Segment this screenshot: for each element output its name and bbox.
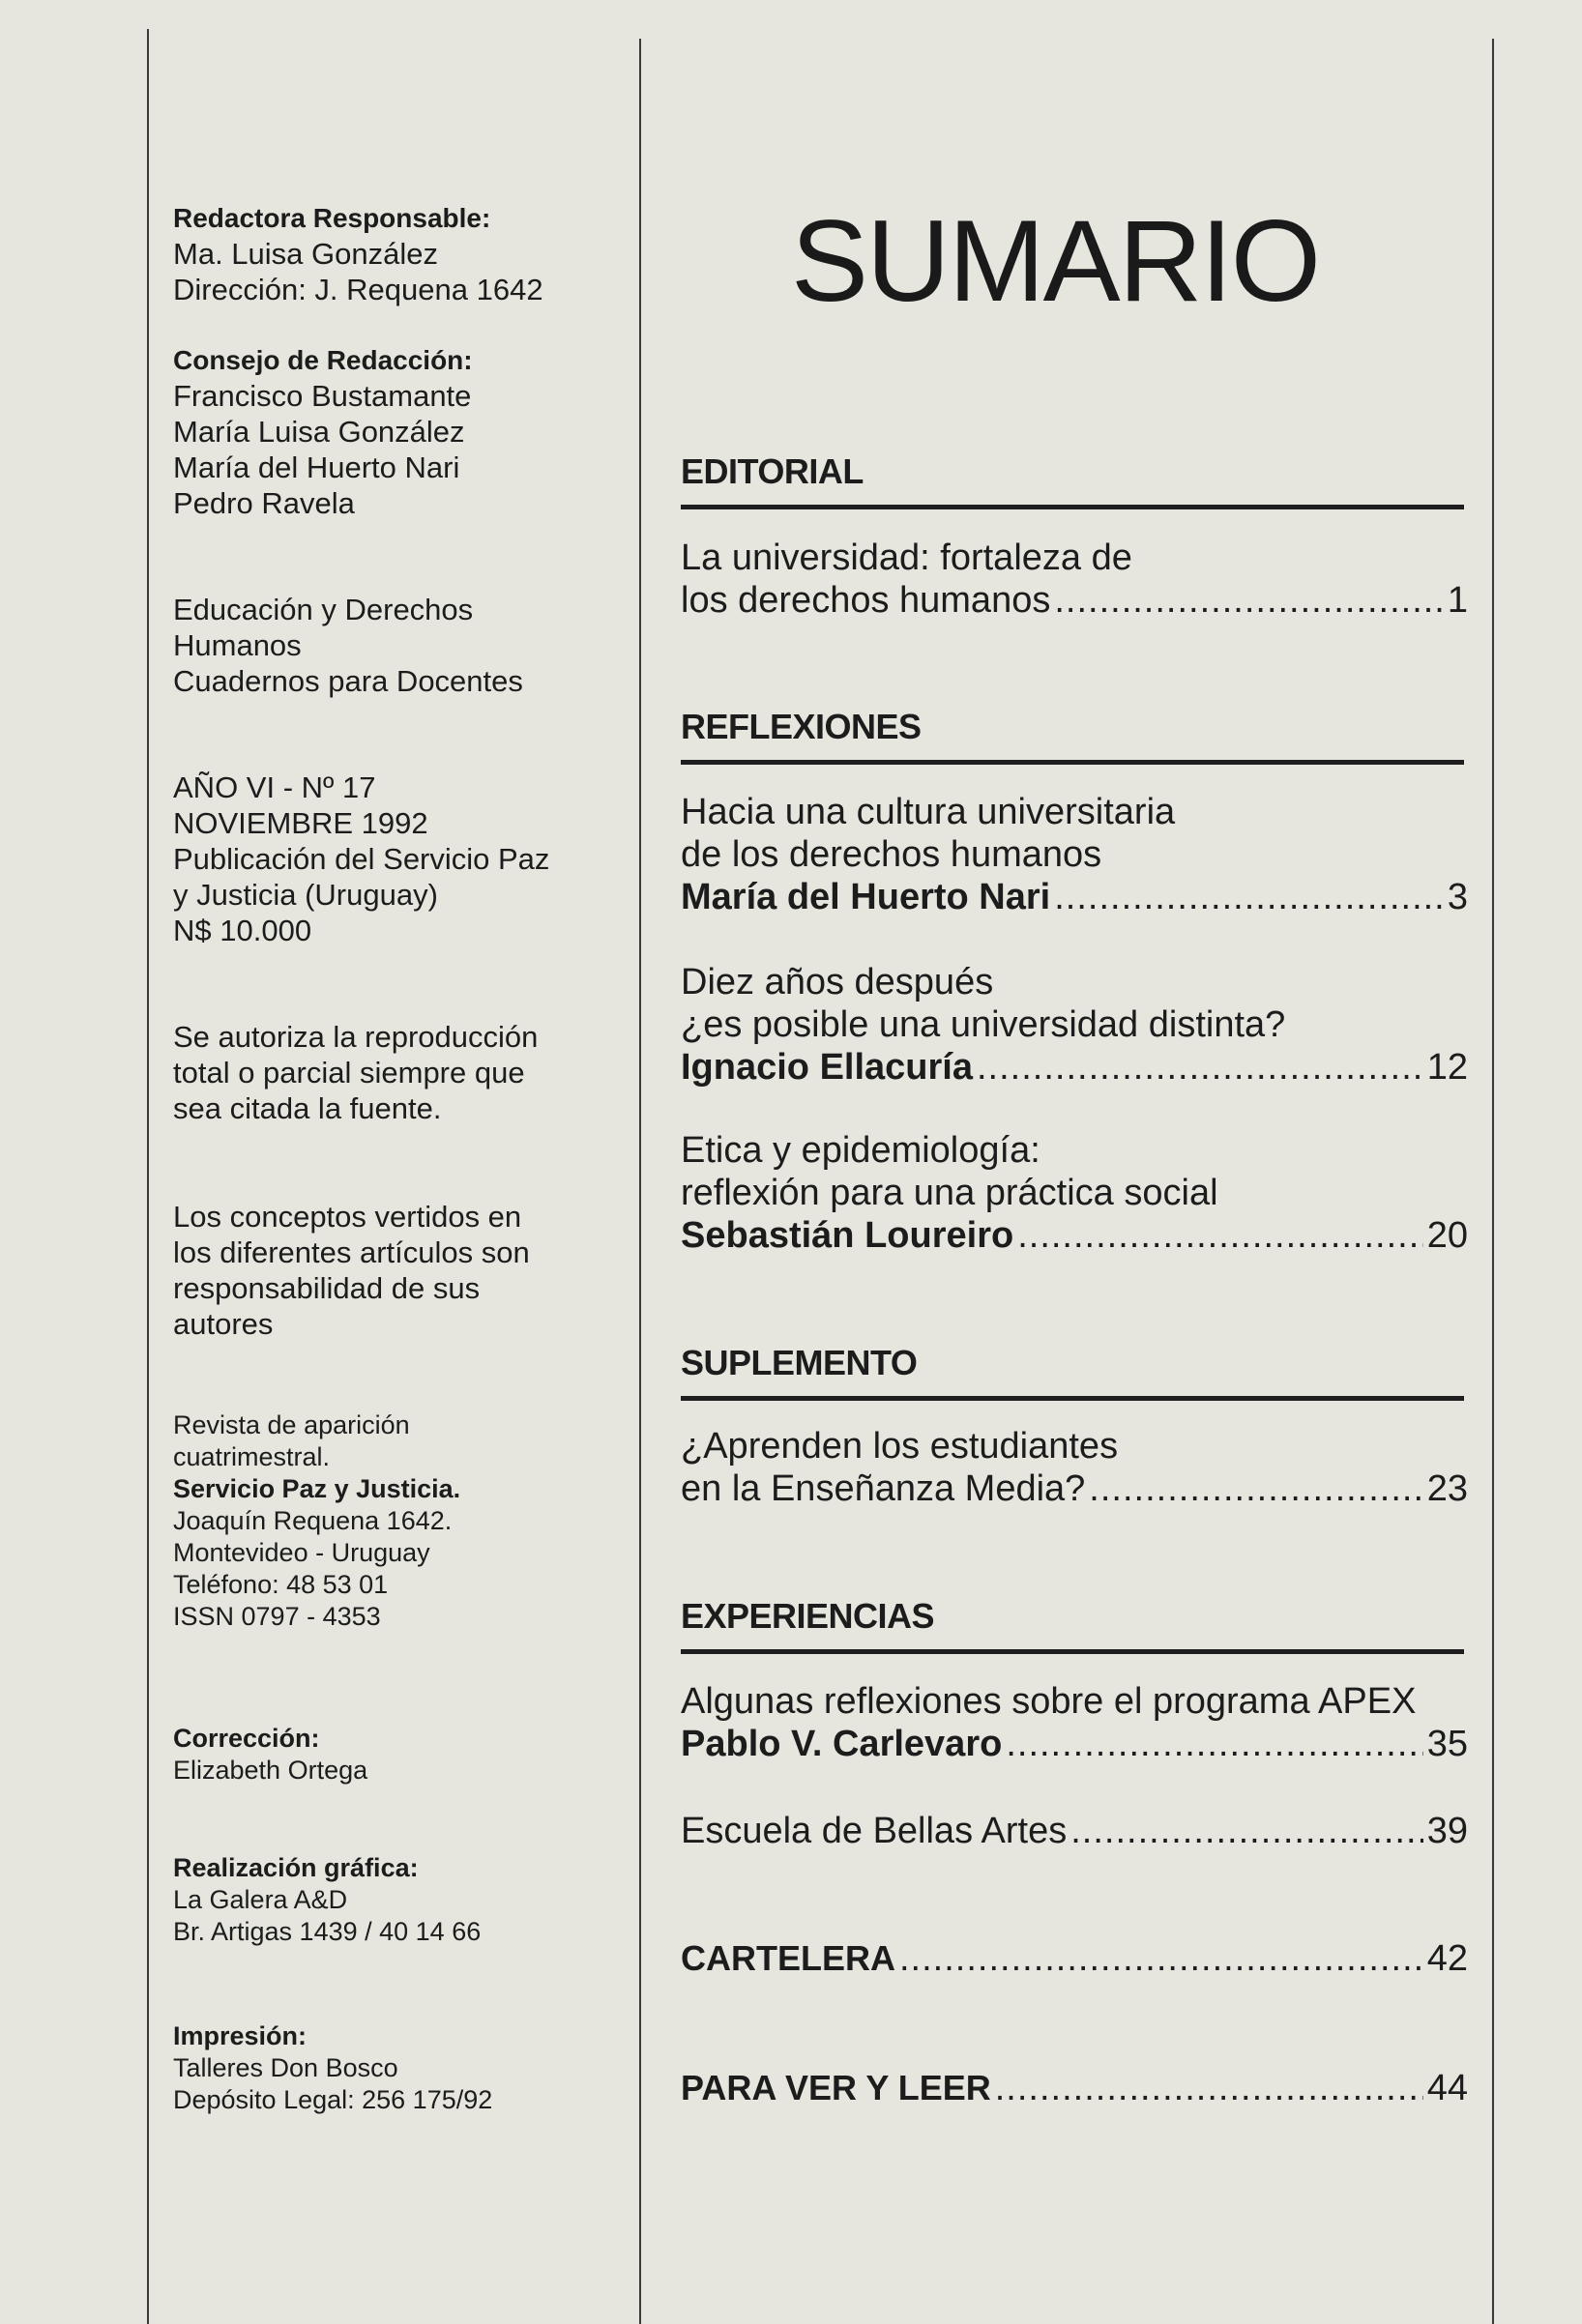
revista-info (173, 1409, 599, 1633)
section-heading: PARA VER Y LEER (681, 2068, 991, 2107)
section-rule (681, 760, 1464, 765)
concepts-line: autores (173, 1307, 274, 1341)
impresion-label: Impresión: (173, 2021, 308, 2050)
correccion-label: Corrección: (173, 1724, 320, 1753)
repro-line: Se autoriza la reproducción (173, 1020, 539, 1054)
section-editorial (681, 450, 1464, 509)
section-heading: EDITORIAL (681, 451, 864, 491)
page-title: SUMARIO (791, 196, 1320, 326)
dot-leader (1070, 1810, 1422, 1852)
page-number: 35 (1426, 1724, 1468, 1764)
pub-title-line: Humanos (173, 628, 302, 662)
revista-line: Revista de aparición (173, 1410, 410, 1439)
entry-author: María del Huerto Nari (681, 877, 1051, 917)
entry-title-line: Hacia una cultura universitaria (681, 792, 1176, 832)
redactora-label: Redactora Responsable: (173, 203, 491, 233)
concepts-notice (173, 1199, 599, 1342)
grafica-address: Br. Artigas 1439 / 40 14 66 (173, 1917, 482, 1946)
toc-entry-suplemento[interactable] (681, 1425, 1468, 1510)
toc-entry-reflexiones-3[interactable] (681, 1129, 1468, 1257)
consejo-member: María Luisa González (173, 415, 465, 449)
dot-leader (899, 1937, 1423, 1980)
consejo-member: María del Huerto Nari (173, 450, 460, 484)
column-divider-line (639, 39, 641, 2324)
toc-entry-cartelera[interactable] (681, 1937, 1468, 1980)
concepts-line: los diferentes artículos son (173, 1235, 530, 1269)
direccion: Dirección: J. Requena 1642 (173, 273, 543, 306)
right-border-line (1492, 39, 1494, 2324)
impresion-deposito: Depósito Legal: 256 175/92 (173, 2085, 493, 2114)
pub-title-line: Educación y Derechos (173, 593, 474, 626)
entry-title-line: ¿es posible una universidad distinta? (681, 1004, 1286, 1045)
entry-title-line: La universidad: fortaleza de (681, 537, 1132, 578)
toc-entry-experiencias-2[interactable] (681, 1810, 1468, 1852)
entry-title-line: de los derechos humanos (681, 834, 1102, 875)
concepts-line: responsabilidad de sus (173, 1271, 481, 1305)
reproduction-notice (173, 1019, 599, 1126)
page-number: 44 (1426, 2068, 1468, 2108)
repro-line: sea citada la fuente. (173, 1091, 442, 1125)
revista-issn: ISSN 0797 - 4353 (173, 1602, 381, 1631)
left-border-line (147, 29, 149, 2324)
consejo-label: Consejo de Redacción: (173, 345, 473, 375)
redactora-name: Ma. Luisa González (173, 237, 438, 271)
page-number: 12 (1426, 1047, 1468, 1088)
entry-title-line: Etica y epidemiología: (681, 1130, 1040, 1171)
entry-author: Sebastián Loureiro (681, 1215, 1014, 1256)
consejo-member: Francisco Bustamante (173, 379, 472, 413)
page-number: 42 (1426, 1938, 1468, 1979)
consejo-member: Pedro Ravela (173, 486, 355, 520)
toc-entry-experiencias-1[interactable] (681, 1680, 1468, 1765)
grafica-label: Realización gráfica: (173, 1853, 419, 1882)
page-number: 20 (1426, 1215, 1468, 1256)
issue-info (173, 770, 599, 948)
issue-number: AÑO VI - Nº 17 (173, 770, 376, 804)
correccion-name: Elizabeth Ortega (173, 1756, 368, 1785)
section-rule (681, 505, 1464, 509)
toc-entry-reflexiones-2[interactable] (681, 961, 1468, 1089)
revista-address: Joaquín Requena 1642. (173, 1506, 453, 1535)
grafica-name: La Galera A&D (173, 1885, 348, 1914)
toc-entry-para-ver-y-leer[interactable] (681, 2067, 1468, 2109)
correccion-credit (173, 1723, 599, 1787)
section-rule (681, 1396, 1464, 1401)
entry-title-line: Diez años después (681, 962, 994, 1002)
revista-line: cuatrimestral. (173, 1442, 331, 1471)
impresion-name: Talleres Don Bosco (173, 2053, 398, 2082)
entry-title-line: en la Enseñanza Media? (681, 1468, 1086, 1509)
section-reflexiones (681, 706, 1464, 765)
page-number: 3 (1447, 877, 1468, 917)
entry-title-line: los derechos humanos (681, 580, 1051, 621)
toc-entry-editorial[interactable] (681, 537, 1468, 622)
dot-leader (1054, 876, 1444, 918)
publisher-line: y Justicia (Uruguay) (173, 878, 438, 912)
revista-phone: Teléfono: 48 53 01 (173, 1570, 389, 1599)
publication-title (173, 592, 599, 699)
entry-author: Ignacio Ellacuría (681, 1047, 973, 1088)
repro-line: total o parcial siempre que (173, 1056, 525, 1089)
impresion-credit (173, 2020, 599, 2116)
dot-leader (1006, 1723, 1422, 1765)
section-heading: CARTELERA (681, 1938, 895, 1978)
section-suplemento (681, 1342, 1464, 1401)
toc-entry-reflexiones-1[interactable] (681, 791, 1468, 918)
dot-leader (977, 1046, 1423, 1089)
section-experiencias (681, 1595, 1464, 1654)
entry-title-line: Escuela de Bellas Artes (681, 1811, 1068, 1851)
pub-title-line: Cuadernos para Docentes (173, 664, 523, 698)
entry-author: Pablo V. Carlevaro (681, 1724, 1003, 1764)
dot-leader (1017, 1214, 1423, 1257)
concepts-line: Los conceptos vertidos en (173, 1200, 522, 1234)
issue-date: NOVIEMBRE 1992 (173, 806, 428, 840)
dot-leader (1089, 1467, 1422, 1510)
page-number: 1 (1447, 580, 1468, 621)
section-heading: SUPLEMENTO (681, 1343, 918, 1382)
entry-title-line: reflexión para una práctica social (681, 1173, 1218, 1213)
section-rule (681, 1649, 1464, 1654)
revista-city: Montevideo - Uruguay (173, 1538, 430, 1567)
entry-title-line: ¿Aprenden los estudiantes (681, 1426, 1119, 1467)
page-number: 23 (1426, 1468, 1468, 1509)
dot-leader (1054, 579, 1444, 622)
grafica-credit (173, 1852, 599, 1948)
masthead-redactora (173, 201, 599, 307)
price: N$ 10.000 (173, 914, 312, 947)
masthead-consejo (173, 343, 599, 521)
entry-title-line: Algunas reflexiones sobre el programa APEX (681, 1681, 1417, 1722)
section-heading: EXPERIENCIAS (681, 1596, 935, 1636)
revista-org: Servicio Paz y Justicia. (173, 1474, 461, 1503)
dot-leader (995, 2067, 1423, 2109)
page-number: 39 (1426, 1811, 1468, 1851)
section-heading: REFLEXIONES (681, 707, 922, 746)
publisher-line: Publicación del Servicio Paz (173, 842, 550, 876)
